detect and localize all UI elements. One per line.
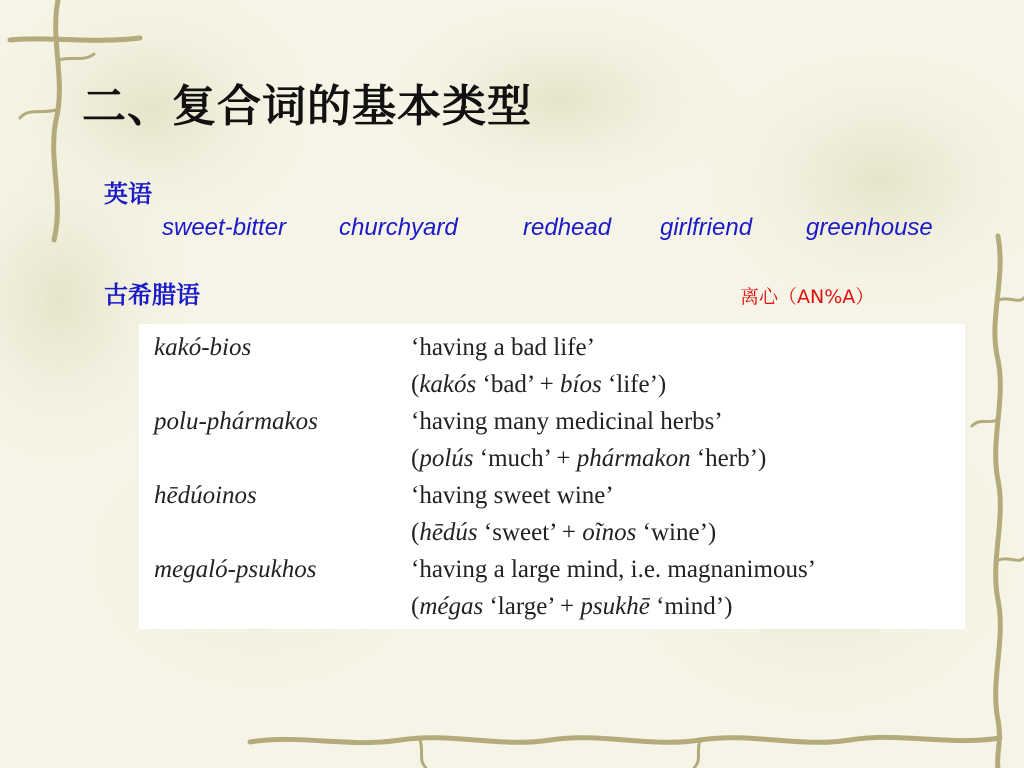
compound-term: kakó-bios bbox=[154, 334, 252, 361]
etymon: mégas bbox=[419, 593, 484, 620]
table-row bbox=[139, 482, 965, 519]
compound-term: megaló-psukhos bbox=[154, 556, 317, 583]
compound-meaning: ‘having a bad life’ bbox=[411, 334, 595, 361]
table-row bbox=[139, 334, 965, 371]
etymon: hēdús bbox=[419, 519, 478, 546]
english-example: churchyard bbox=[339, 214, 458, 241]
etymon: kakós bbox=[419, 371, 477, 398]
etymon-gloss: ‘large’ bbox=[489, 593, 554, 620]
table-row bbox=[139, 408, 965, 445]
english-heading: 英语 bbox=[104, 180, 152, 208]
compound-etymology: (hēdús ‘sweet’ + oĩnos ‘wine’) bbox=[411, 519, 717, 546]
etymon: psukhē bbox=[580, 593, 650, 620]
etymon: bíos bbox=[560, 371, 602, 398]
compound-etymology: (polús ‘much’ + phármakon ‘herb’) bbox=[411, 445, 767, 472]
compound-term: polu-phármakos bbox=[154, 408, 318, 435]
etymon: phármakon bbox=[576, 445, 691, 472]
etymon: polús bbox=[419, 445, 474, 472]
table-row bbox=[139, 371, 965, 408]
english-example: redhead bbox=[523, 214, 612, 241]
greek-heading: 古希腊语 bbox=[104, 281, 200, 309]
compound-meaning: ‘having many medicinal herbs’ bbox=[411, 408, 723, 435]
etymon-gloss: ‘bad’ bbox=[482, 371, 534, 398]
table-row bbox=[139, 519, 965, 556]
compound-meaning: ‘having sweet wine’ bbox=[411, 482, 614, 509]
english-example: sweet-bitter bbox=[162, 214, 287, 241]
etymon-gloss: ‘herb’ bbox=[696, 445, 758, 472]
etymon-gloss: ‘mind’ bbox=[656, 593, 725, 620]
english-example: greenhouse bbox=[806, 214, 933, 241]
table-row bbox=[139, 593, 965, 630]
etymon-gloss: ‘life’ bbox=[607, 371, 658, 398]
etymon: oĩnos bbox=[582, 519, 637, 546]
table-row bbox=[139, 445, 965, 482]
english-example: girlfriend bbox=[660, 214, 753, 241]
english-examples bbox=[162, 214, 962, 244]
table-row bbox=[139, 556, 965, 593]
slide-title: 二、复合词的基本类型 bbox=[82, 81, 532, 132]
etymon-gloss: ‘much’ bbox=[479, 445, 551, 472]
etymon-gloss: ‘wine’ bbox=[642, 519, 708, 546]
compound-etymology: (mégas ‘large’ + psukhē ‘mind’) bbox=[411, 593, 733, 620]
greek-compound-table bbox=[139, 324, 965, 629]
compound-etymology: (kakós ‘bad’ + bíos ‘life’) bbox=[411, 371, 667, 398]
compound-meaning: ‘having a large mind, i.e. magnanimous’ bbox=[411, 556, 816, 583]
etymon-gloss: ‘sweet’ bbox=[483, 519, 556, 546]
exocentric-note: 离心（AN%A） bbox=[740, 286, 875, 308]
compound-term: hēdúoinos bbox=[154, 482, 257, 509]
